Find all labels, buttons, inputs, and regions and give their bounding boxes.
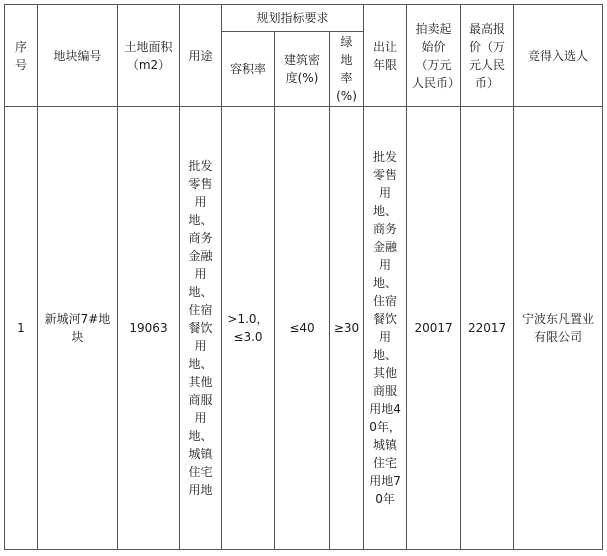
cell-use: 批发零售用地、商务金融用地、住宿餐饮用地、其他商服用地、城镇住宅用地 <box>180 107 222 550</box>
header-area: 土地面积（m2） <box>118 5 180 107</box>
header-green-rate: 绿地率(%) <box>330 32 364 107</box>
header-parcel-id: 地块编号 <box>38 5 118 107</box>
cell-start-price: 20017 <box>407 107 461 550</box>
header-density: 建筑密度(%) <box>275 32 330 107</box>
land-auction-table <box>4 4 603 550</box>
header-winner: 竞得入选人 <box>514 5 603 107</box>
cell-green-rate: ≥30 <box>330 107 364 550</box>
header-term: 出让年限 <box>364 5 407 107</box>
cell-parcel-id: 新城河7#地块 <box>38 107 118 550</box>
cell-winner: 宁波东凡置业有限公司 <box>514 107 603 550</box>
header-planning-group: 规划指标要求 <box>222 5 364 32</box>
header-seq: 序号 <box>5 5 38 107</box>
cell-area: 19063 <box>118 107 180 550</box>
header-use: 用途 <box>180 5 222 107</box>
header-far: 容积率 <box>222 32 275 107</box>
cell-seq: 1 <box>5 107 38 550</box>
cell-density: ≤40 <box>275 107 330 550</box>
header-row-top <box>5 5 603 32</box>
cell-far: >1.0，≤3.0 <box>222 107 275 550</box>
cell-term: 批发零售用地、商务金融用地、住宿餐饮用地、其他商服用地40年，城镇住宅用地70年 <box>364 107 407 550</box>
header-max-price: 最高报价（万元人民币） <box>461 5 514 107</box>
table-row <box>5 107 603 550</box>
cell-max-price: 22017 <box>461 107 514 550</box>
header-start-price: 拍卖起始价（万元人民币） <box>407 5 461 107</box>
